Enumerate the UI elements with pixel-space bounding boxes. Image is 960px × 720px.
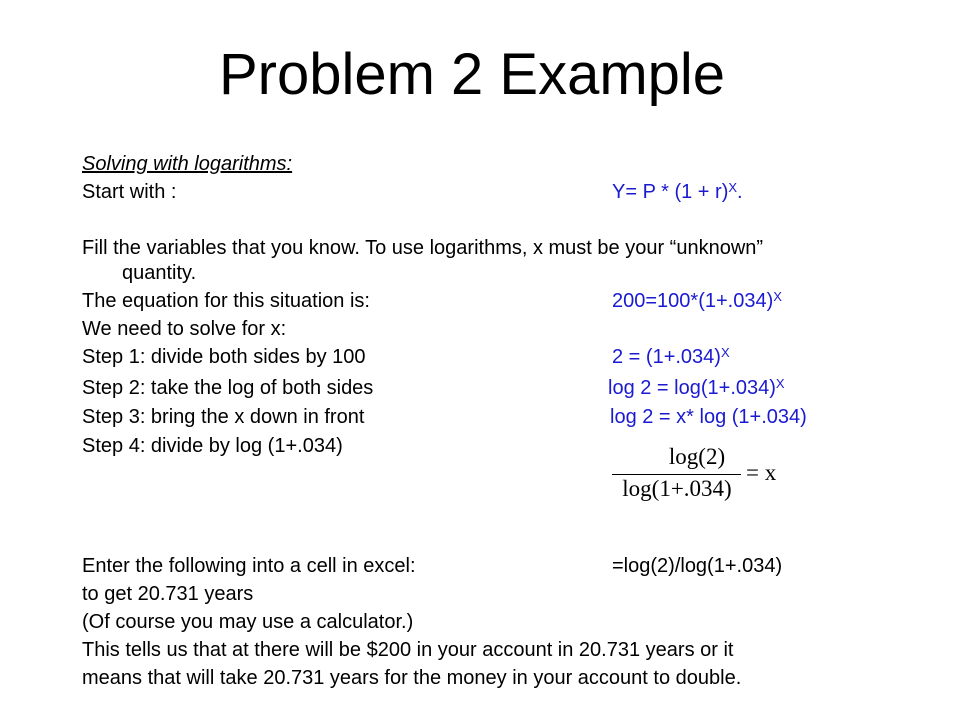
conclusion-line-2: means that will take 20.731 years for the money in your account to double. [82,667,742,689]
step-1-exponent: X [720,345,730,360]
step-2-label: Step 2: take the log of both sides [82,377,374,399]
step-1-formula-text: 2 = (1+.034) [612,346,721,368]
fraction-equation [612,444,782,500]
conclusion-line-1: This tells us that at there will be $200 in your account in 20.731 years or it [82,639,734,661]
step-1-label: Step 1: divide both sides by 100 [82,346,366,368]
start-exponent: X [728,180,738,195]
equation-formula [612,289,782,313]
step-2-formula [608,376,785,400]
equation-formula-text: 200=100*(1+.034) [612,290,774,312]
equation-exponent: X [773,289,782,304]
step-2-exponent: X [775,376,785,391]
step-2-formula-text: log 2 = log(1+.034) [608,377,776,399]
step-3-label: Step 3: bring the x down in front [82,406,365,428]
fraction-numerator: log(2) [668,444,726,469]
fill-line-1: Fill the variables that you know. To use logarithms, x must be your “unknown” [82,237,764,259]
start-formula-text: Y= P * (1 + r) [612,181,729,203]
start-tail: . [737,181,743,203]
excel-formula: =log(2)/log(1+.034) [612,555,783,577]
slide-title: Problem 2 Example [218,42,726,107]
excel-label: Enter the following into a cell in excel: [82,555,416,577]
subheading: Solving with logarithms: [82,153,293,175]
step-4-label: Step 4: divide by log (1+.034) [82,435,343,457]
fill-line-2: quantity. [122,262,197,284]
fraction-bar [612,474,741,475]
solve-for-text: We need to solve for x: [82,318,287,340]
fraction-denominator: log(1+.034) [622,476,732,501]
fraction-rhs: = x [746,460,777,485]
step-3-formula: log 2 = x* log (1+.034) [610,406,807,428]
step-1-formula [612,345,730,369]
start-label: Start with : [82,181,177,203]
result-text: to get 20.731 years [82,583,254,605]
calculator-note: (Of course you may use a calculator.) [82,611,414,633]
start-formula [612,180,743,204]
equation-label: The equation for this situation is: [82,290,370,312]
